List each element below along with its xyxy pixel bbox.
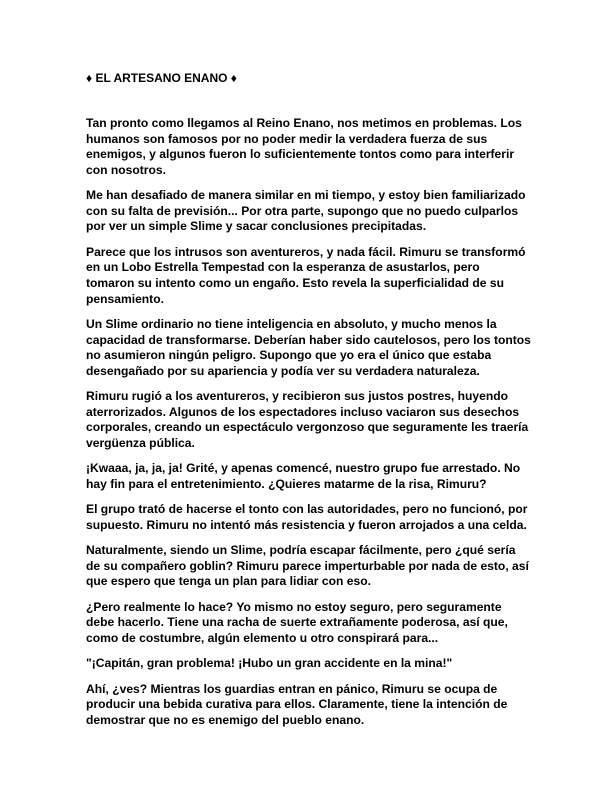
chapter-title: ♦ EL ARTESANO ENANO ♦ (86, 71, 237, 85)
paragraph-6: ¡Kwaaa, ja, ja, ja! Grité, y apenas comencé, nuestro grupo fue arrestado. No hay fin para el entretenimiento. ¿Quieres matarme de la risa, Rimuru? (86, 461, 521, 491)
paragraph-8: Naturalmente, siendo un Slime, podría escapar fácilmente, pero ¿qué sería de su compañero goblin? Rimuru parece imperturbable por nada de esto, así que espero que tenga un plan para lidiar con eso. (86, 543, 529, 589)
paragraph-4: Un Slime ordinario no tiene inteligencia en absoluto, y mucho menos la capacidad de transformarse. Deberían haber sido cautelosos, pero los tontos no asumieron ningún peligro. Supongo que yo era el único que estaba desengañado por su apariencia y podía ver su verdadera naturaleza. (86, 316, 531, 378)
paragraph-5: Rimuru rugió a los aventureros, y recibieron sus justos postres, huyendo aterrorizados. Algunos de los espectadores incluso vaciaron sus desechos corporales, creando un espectáculo vergonzoso que seguramente les traería vergüenza pública. (86, 389, 529, 450)
document-page (86, 71, 531, 738)
paragraph-7: El grupo trató de hacerse el tonto con las autoridades, pero no funcionó, por supuesto. Rimuru no intentó más resistencia y fueron arrojados a una celda. (86, 502, 528, 532)
paragraph-10: "¡Capitán, gran problema! ¡Hubo un gran accidente en la mina!" (86, 656, 453, 671)
paragraph-1: Tan pronto como llegamos al Reino Enano, nos metimos en problemas. Los humanos son famosos por no poder medir la verdadera fuerza de sus enemigos, y algunos fueron lo suficientemente tontos como para interferir con nosotros. (86, 116, 522, 177)
paragraph-11: Ahí, ¿ves? Mientras los guardias entran en pánico, Rimuru se ocupa de producir una bebida curativa para ellos. Claramente, tiene la intención de demostrar que no es enemigo del pueblo enano. (86, 681, 508, 727)
paragraph-2: Me han desafiado de manera similar en mi tiempo, y estoy bien familiarizado con su falta de previsión... Por otra parte, supongo que no puedo culparlos por ver un simple Slime y sacar conclusiones precipitadas. (86, 188, 526, 234)
paragraph-9: ¿Pero realmente lo hace? Yo mismo no estoy seguro, pero seguramente debe hacerlo. Tiene una racha de suerte extrañamente poderosa, así que, como de costumbre, algún elemento u otro conspirará para... (86, 599, 508, 645)
paragraph-3: Parece que los intrusos son aventureros, y nada fácil. Rimuru se transformó en un Lobo Estrella Tempestad con la esperanza de asustarlos, pero tomaron su intento como un engaño. Esto revela la superficialidad de su pensamiento. (86, 244, 526, 306)
